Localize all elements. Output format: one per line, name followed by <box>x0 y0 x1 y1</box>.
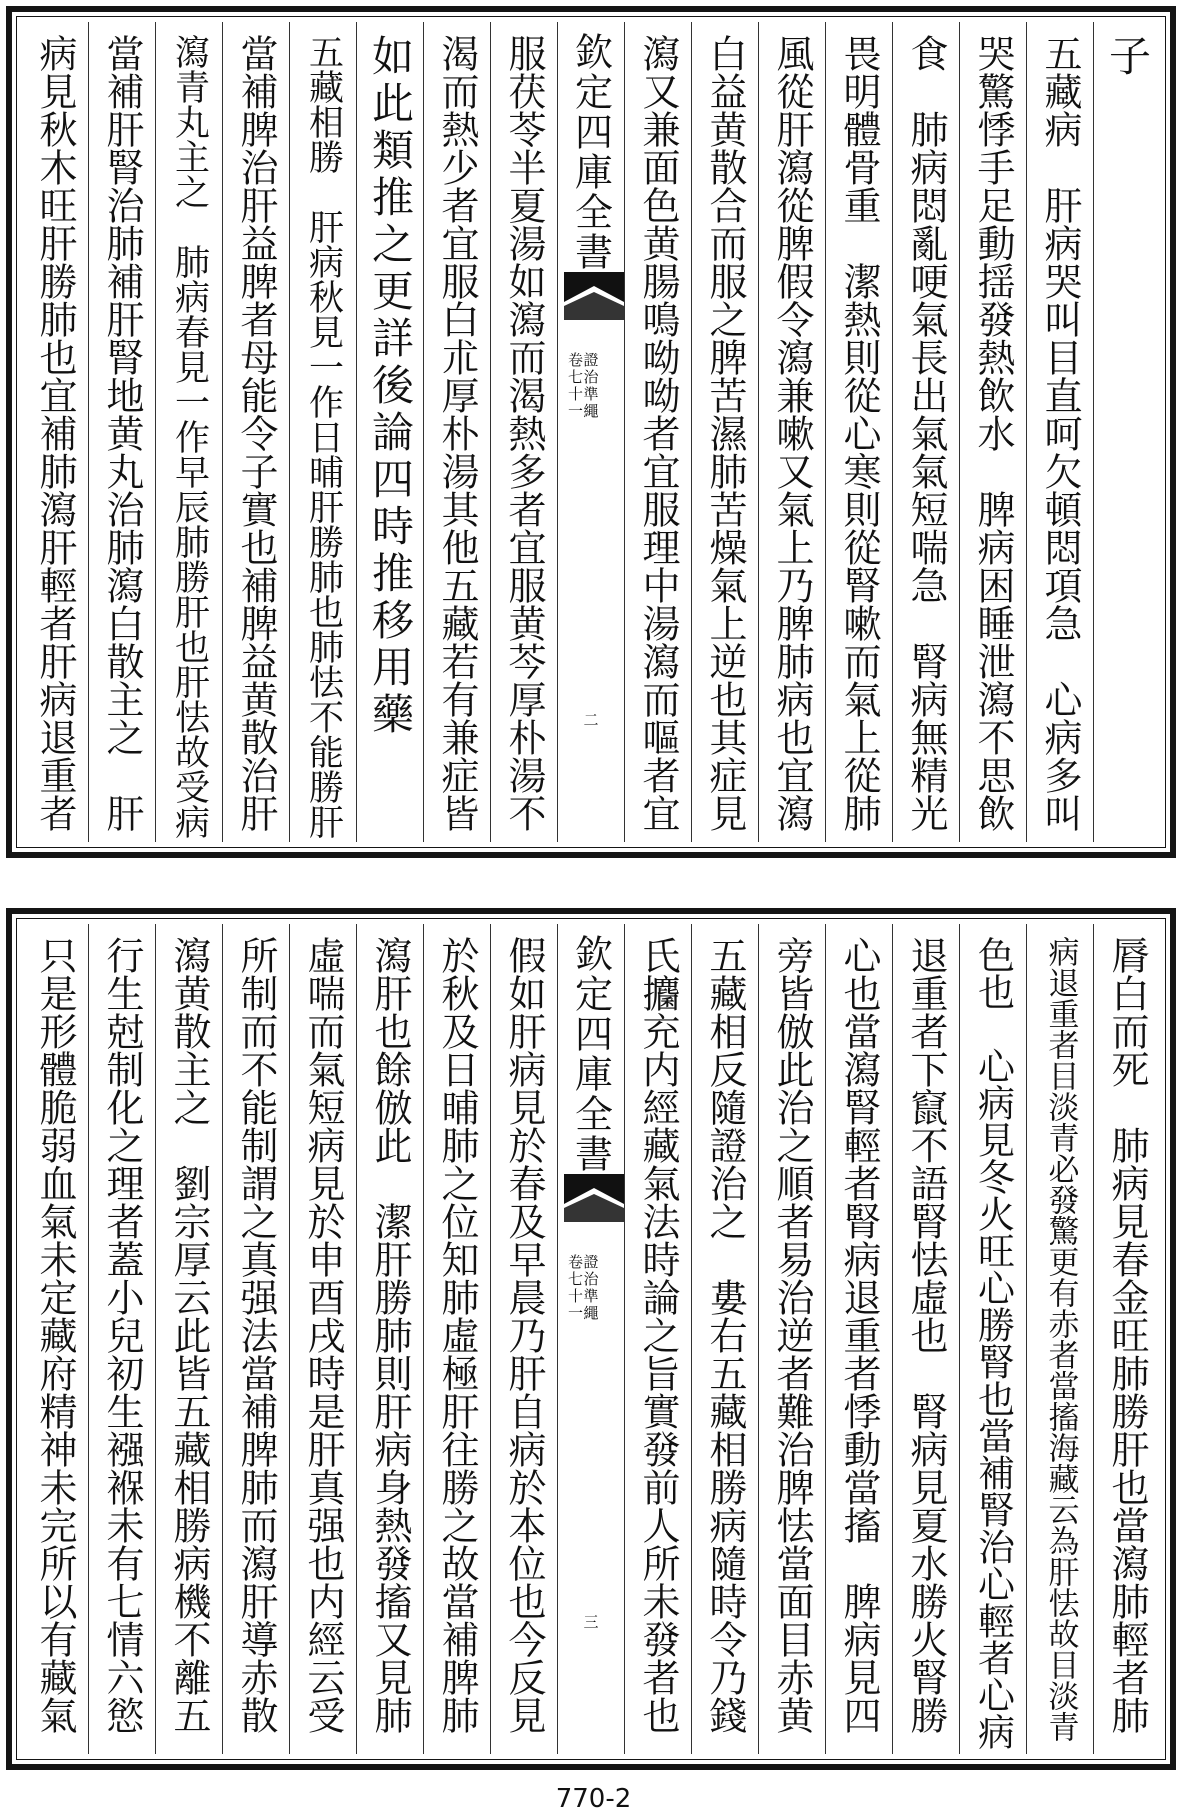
text-column: 脣白而死 肺病見春金旺肺勝肝也當瀉肺輕者肺 <box>1093 924 1160 1754</box>
text-column: 畏明體骨重 潔熱則從心寒則從腎嗽而氣上從肺 <box>825 22 892 842</box>
text-column: 當補脾治肝益脾者母能令子實也補脾益黄散治肝 <box>222 22 289 842</box>
text-column: 五藏病 肝病哭叫目直呵欠頓悶項急 心病多叫 <box>1026 22 1093 842</box>
text-column: 於秋及日晡肺之位知肺虛極肝往勝之故當補脾肺 <box>423 924 490 1754</box>
text-column: 五藏相反隨證治之 婁右五藏相勝病隨時令乃錢 <box>691 924 758 1754</box>
text-column: 退重者下竄不語腎怯虛也 腎病見夏水勝火腎勝 <box>892 924 959 1754</box>
center-fold-column <box>557 22 624 842</box>
text-column: 色也 心病見冬火旺心勝腎也當補腎治心輕者心病 <box>959 924 1026 1754</box>
text-column: 所制而不能制謂之真强法當補脾肺而瀉肝導赤散 <box>222 924 289 1754</box>
book-header-title: 欽定四庫全書 <box>568 32 613 272</box>
text-column: 五藏相勝 肝病秋見一作日晡肝勝肺也肺怯不能勝肝 <box>289 22 356 842</box>
text-column: 氏攟充内經藏氣法時論之旨實發前人所未發者也 <box>624 924 691 1754</box>
volume-label: 卷七十一 <box>566 1254 584 1322</box>
section-title: 證治準繩 <box>581 1254 600 1322</box>
text-column: 旁皆倣此治之順者易治逆者難治脾怯當面目赤黄 <box>758 924 825 1754</box>
text-column: 假如肝病見於春及早晨乃肝自病於本位也今反見 <box>490 924 557 1754</box>
text-column: 行生尅制化之理者蓋小兒初生襁褓未有七情六慾 <box>88 924 155 1754</box>
text-column: 心也當瀉腎輕者腎病退重者悸動當搐 脾病見四 <box>825 924 892 1754</box>
scan-page-number: 770-2 <box>555 1784 632 1814</box>
text-column: 食 肺病悶亂哽氣長出氣氣短喘急 腎病無精光 <box>892 22 959 842</box>
text-column: 子 <box>1093 22 1160 842</box>
text-column: 只是形體脆弱血氣未定藏府精神未完所以有藏氣 <box>33 936 77 1734</box>
text-column: 風從肝瀉從脾假令瀉兼嗽又氣上乃脾肺病也宜瀉 <box>758 22 825 842</box>
text-column: 瀉又兼面色黄腸鳴呦呦者宜服理中湯瀉而嘔者宜 <box>624 22 691 842</box>
leaf-number: 二 <box>581 712 600 727</box>
text-column: 渴而熱少者宜服白朮厚朴湯其他五藏若有兼症皆 <box>423 22 490 842</box>
text-column: 瀉肝也餘倣此 潔肝勝肺則肝病身熱發搐又見肺 <box>356 924 423 1754</box>
text-column: 服茯苓半夏湯如瀉而渴熱多者宜服黄芩厚朴湯不 <box>490 22 557 842</box>
text-column: 哭驚悸手足動揺發熱飲水 脾病困睡泄瀉不思飲 <box>959 22 1026 842</box>
text-column: 如此類推之更詳後論四時推移用藥 <box>356 22 423 842</box>
fishtail-mark-icon <box>564 272 624 320</box>
section-title: 證治準繩 <box>581 352 600 420</box>
top-page-columns <box>22 22 1160 842</box>
text-column: 虛喘而氣短病見於申酉戌時是肝真强也内經云受 <box>289 924 356 1754</box>
text-column: 當補肝腎治肺補肝腎地黄丸治肺瀉白散主之 肝 <box>88 22 155 842</box>
top-page-frame <box>6 6 1176 858</box>
text-column: 病退重者目淡青必發驚更有赤者當搐海藏云為肝怯故目淡青 <box>1026 924 1093 1754</box>
book-header-title: 欽定四庫全書 <box>568 934 613 1174</box>
volume-label: 卷七十一 <box>566 352 584 420</box>
text-column: 瀉青丸主之 肺病春見一作早辰肺勝肝也肝怯故受病 <box>155 22 222 842</box>
center-fold-column <box>557 924 624 1754</box>
bottom-page-columns <box>22 924 1160 1754</box>
text-column: 病見秋木旺肝勝肺也宜補肺瀉肝輕者肝病退重者 <box>33 34 77 832</box>
fishtail-mark-icon <box>564 1174 624 1222</box>
text-column: 白益黄散合而服之脾苦濕肺苦燥氣上逆也其症見 <box>691 22 758 842</box>
bottom-page-frame <box>6 908 1176 1770</box>
leaf-number: 三 <box>581 1614 600 1629</box>
text-column: 瀉黄散主之 劉宗厚云此皆五藏相勝病機不離五 <box>155 924 222 1754</box>
